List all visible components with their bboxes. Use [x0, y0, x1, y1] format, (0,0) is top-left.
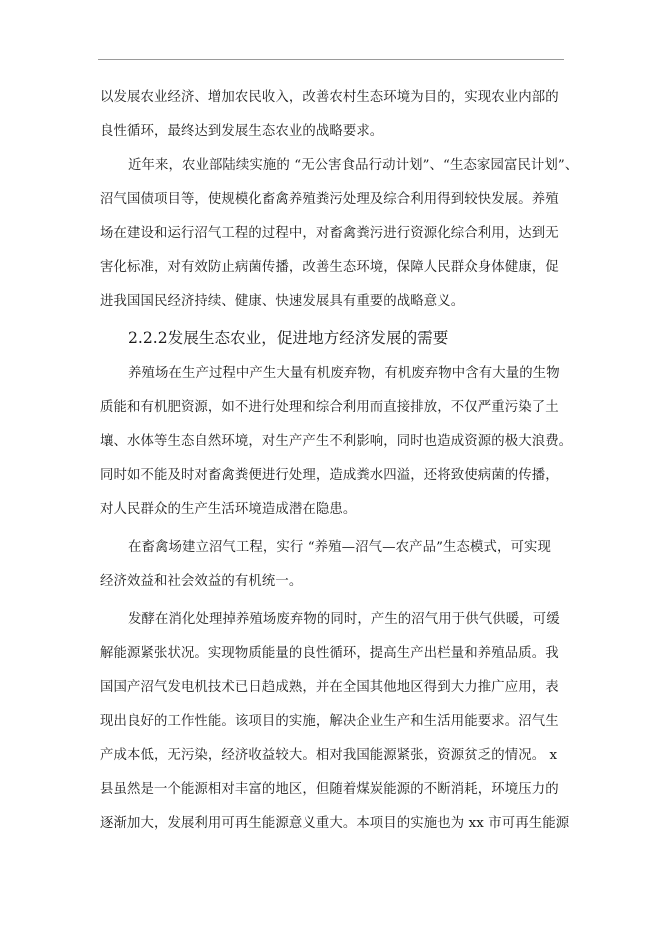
paragraph-3-line-1: 养殖场在生产过程中产生大量有机废弃物，有机废弃物中含有大量的生物 [128, 366, 560, 381]
header-rule [98, 59, 564, 60]
paragraph-2-line-4: 害化标准，对有效防止病菌传播，改善生态环境，保障人民群众身体健康，促 [100, 260, 559, 275]
paragraph-5-line-5: 产成本低，无污染，经济收益较大。相对我国能源紧张，资源贫乏的情况。 x [100, 748, 558, 763]
paragraph-1-line-2: 良性循环，最终达到发展生态农业的战略要求。 [100, 124, 384, 139]
paragraph-5-line-7: 逐渐加大，发展利用可再生能源意义重大。本项目的实施也为 xx 市可再生能源 [100, 816, 570, 831]
paragraph-4-line-2: 经济效益和社会效益的有机统一。 [100, 574, 303, 589]
paragraph-3-line-3: 壤、水体等生态自然环境，对生产产生不利影响，同时也造成资源的极大浪费。 [100, 434, 573, 449]
paragraph-2-line-1: 近年来，农业部陆续实施的 “无公害食品行动计划”、“生态家园富民计划”、 [128, 158, 579, 173]
paragraph-5-line-3: 国国产沼气发电机技术已日趋成熟，并在全国其他地区得到大力推广应用，表 [100, 680, 559, 695]
paragraph-3-line-2: 质能和有机肥资源，如不进行处理和综合利用而直接排放，不仅严重污染了土 [100, 400, 559, 415]
paragraph-5-line-1: 发酵在消化处理掉养殖场废弃物的同时，产生的沼气用于供气供暖，可缓 [128, 612, 560, 627]
paragraph-2-line-2: 沼气国债项目等，使规模化畜禽养殖粪污处理及综合利用得到较快发展。养殖 [100, 192, 559, 207]
paragraph-3-line-4: 同时如不能及时对畜禽粪便进行处理，造成粪水四溢，还将致使病菌的传播， [100, 468, 559, 483]
paragraph-5-line-4: 现出良好的工作性能。该项目的实施，解决企业生产和生活用能要求。沼气生 [100, 714, 559, 729]
paragraph-2-line-5: 进我国国民经济持续、健康、快速发展具有重要的战略意义。 [100, 294, 465, 309]
section-heading: 2.2.2发展生态农业，促进地方经济发展的需要 [128, 329, 449, 347]
paragraph-5-line-6: 县虽然是一个能源相对丰富的地区，但随着煤炭能源的不断消耗，环境压力的 [100, 782, 559, 797]
paragraph-4-line-1: 在畜禽场建立沼气工程，实行 “养殖—沼气—农产品”生态模式，可实现 [128, 540, 551, 555]
paragraph-1-line-1: 以发展农业经济、增加农民收入，改善农村生态环境为目的，实现农业内部的 [100, 90, 559, 105]
paragraph-5-line-2: 解能源紧张状况。实现物质能量的良性循环，提高生产出栏量和养殖品质。我 [100, 646, 559, 661]
paragraph-3-line-5: 对人民群众的生产生活环境造成潜在隐患。 [100, 502, 357, 517]
paragraph-2-line-3: 场在建设和运行沼气工程的过程中，对畜禽粪污进行资源化综合利用，达到无 [100, 226, 559, 241]
